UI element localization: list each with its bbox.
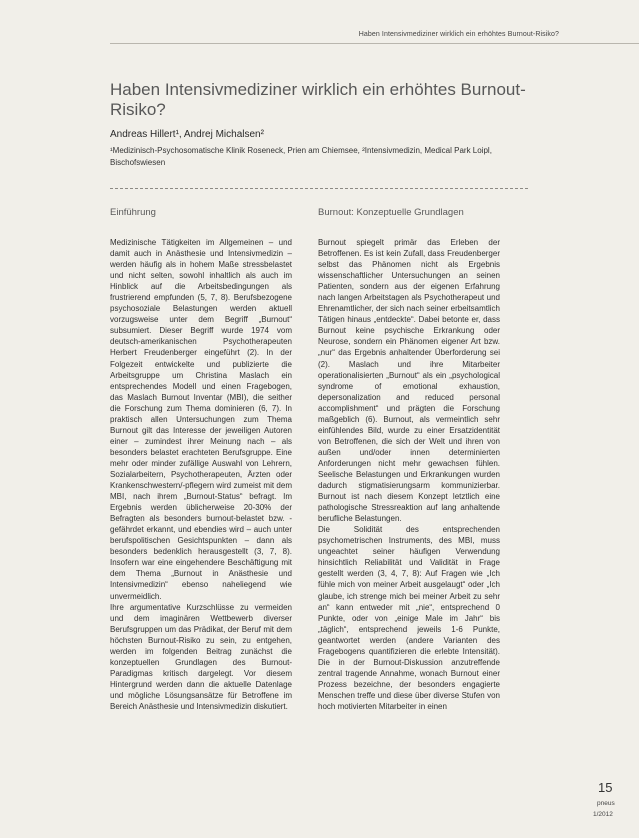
section-heading-burnout-concept: Burnout: Konzeptuelle Grundlagen [318, 207, 464, 218]
body-paragraph: Burnout spiegelt primär das Erleben der Betroffenen. Es ist kein Zufall, dass Freudenberger selbst das Phänomen nicht als Ergebnis wissenschaftlicher Untersuchungen an seinen Patienten, sondern aus der eigenen Erfahrung nach langen Arbeitstagen als Psychotherapeut und Ehrenamtlicher, der sich nach seiner erbeitsamtlich Tätigen hinaus „entdeckte“. Dabei betonte er, dass Burnout keine psychische Erkrankung oder Neurose, sondern ein Phänomen eigener Art bzw. „nur“ das Ergebnis anhaltender Überforderung sei (2). Maslach und ihre Mitarbeiter operationalisierten „Burnout“ als ein „psychological syndrome of emotional exhaustion, depersonalization and reduced personal accomplishment“ und prägten die Forschung maßgeblich (6). Burnout, als vermeintlich sehr einfühlendes Bild, wurde zu einer Ersatzidentität von Betroffenen, die sich der Welt und ihren von außen und/oder innen determinierten Anforderungen nicht mehr gewachsen fühlen. Seelische Belastungen und Erkrankungen wurden dadurch stigmatisierungsarm kommunizierbar. Burnout ist nach diesem Konzept letztlich eine pathologische Stressreaktion auf lang anhaltende berufliche Belastungen. [318, 238, 500, 524]
body-paragraph: Ihre argumentative Kurzschlüsse zu vermeiden und dem imaginären Wettbewerb diverser Berufsgruppen um das Prädikat, der Beruf mit dem höchsten Burnout-Risiko zu sein, zu entgehen, werden im folgenden Beitrag zunächst die konzeptuellen Grundlagen des Burnout-Paradigmas kritisch dargelegt. Vor diesem Hintergrund werden dann die aktuelle Datenlage und mögliche Lösungsansätze für Betroffene im Bereich Anästhesie und Intensivmedizin diskutiert. [110, 602, 292, 711]
right-column-text [318, 237, 500, 712]
header-rule [110, 43, 639, 44]
left-column-text [110, 237, 292, 712]
running-header-title: Haben Intensivmediziner wirklich ein erhöhtes Burnout-Risiko? [358, 31, 559, 38]
body-paragraph: Medizinische Tätigkeiten im Allgemeinen – und damit auch in Anästhesie und Intensivmedizin – werden häufig als in hohem Maße stressbelastet und nicht selten, sowohl inhaltlich als auch im Hinblick auf die Arbeitsbedingungen als frustrierend empfunden (5, 7, 8). Berufsbezogene psychosoziale Belastungen werden aktuell vorzugsweise unter dem Begriff „Burnout“ subsumiert. Dieser Begriff wurde 1974 vom deutsch-amerikanischen Psychotherapeuten Herbert Freudenberger eingeführt (2). In der Folgezeit entwickelte und publizierte die Arbeitsgruppe um Christina Maslach ein entsprechendes Modell und einen Fragebogen, das Maslach Burnout Inventar (MBI), die seither die Forschung zum Thema dominieren (6, 7). In praktisch allen Untersuchungen zum Thema Burnout gilt das Interesse der jeweiligen Autoren einer – zumindest ihrer Meinung nach – als besonders belastet erachteten Berufsgruppe. Eine mehr oder minder zufällige Auswahl von Lehrern, Sozialarbeitern, Psychotherapeuten, Ärzten oder Krankenschwestern/-pflegern wird zumeist mit dem MBI, nach ihrem „Burnout-Status“ befragt. Im Ergebnis werden üblicherweise 20-30% der Befragten als besonders burnout-belastet bzw. -gefährdet erkannt, und ebendies wird – auch unter berufspolitischen Gesichtspunkten – dann als besonders bedenklich herausgestellt (3, 7, 8). Insofern war eine eingehendere Beschäftigung mit dem Thema „Burnout in Anästhesie und Intensivmedizin“ ebenso naheliegend wie unvermeidlich. [110, 238, 292, 601]
body-paragraph: Die Solidität des entsprechenden psychometrischen Instruments, des MBI, muss ungeachtet seiner häufigen Verwendung hinsichtlich Reliabilität und Validität in Frage gestellt werden (3, 4, 7, 8): Auf Fragen wie „Ich fühle mich von meiner Arbeit ausgelaugt“ oder „Ich glaube, ich strenge mich bei meiner Arbeit zu sehr an“ kann entweder mit „nie“, entsprechend 0 Punkte, oder von „einige Male im Jahr“ bis „täglich“, entsprechend jeweils 1-6 Punkte, geantwortet werden (andere Varianten des Fragebogens quantifizieren die erlebte Intensität). Die in der Burnout-Diskussion anzutreffende zentral tragende Annahme, wonach Burnout einer Prozess bezeichne, der besonders engagierte Menschen treffe und diese über diverse Stufen von hoch motivierten Mitarbeiter in einen [318, 525, 500, 711]
journal-issue: 1/2012 [593, 811, 613, 818]
article-title: Haben Intensivmediziner wirklich ein erhöhtes Burnout-Risiko? [110, 80, 526, 119]
running-header-bar [0, 0, 639, 44]
page-number: 15 [598, 780, 613, 795]
article-affiliation: ¹Medizinisch-Psychosomatische Klinik Roseneck, Prien am Chiemsee, ²Intensivmedizin, Medical Park Loipl, Bischofswiesen [110, 146, 492, 167]
article-authors: Andreas Hillert¹, Andrej Michalsen² [110, 129, 264, 140]
section-heading-introduction: Einführung [110, 207, 156, 218]
journal-name: pneus [597, 800, 615, 807]
section-divider [110, 188, 528, 189]
